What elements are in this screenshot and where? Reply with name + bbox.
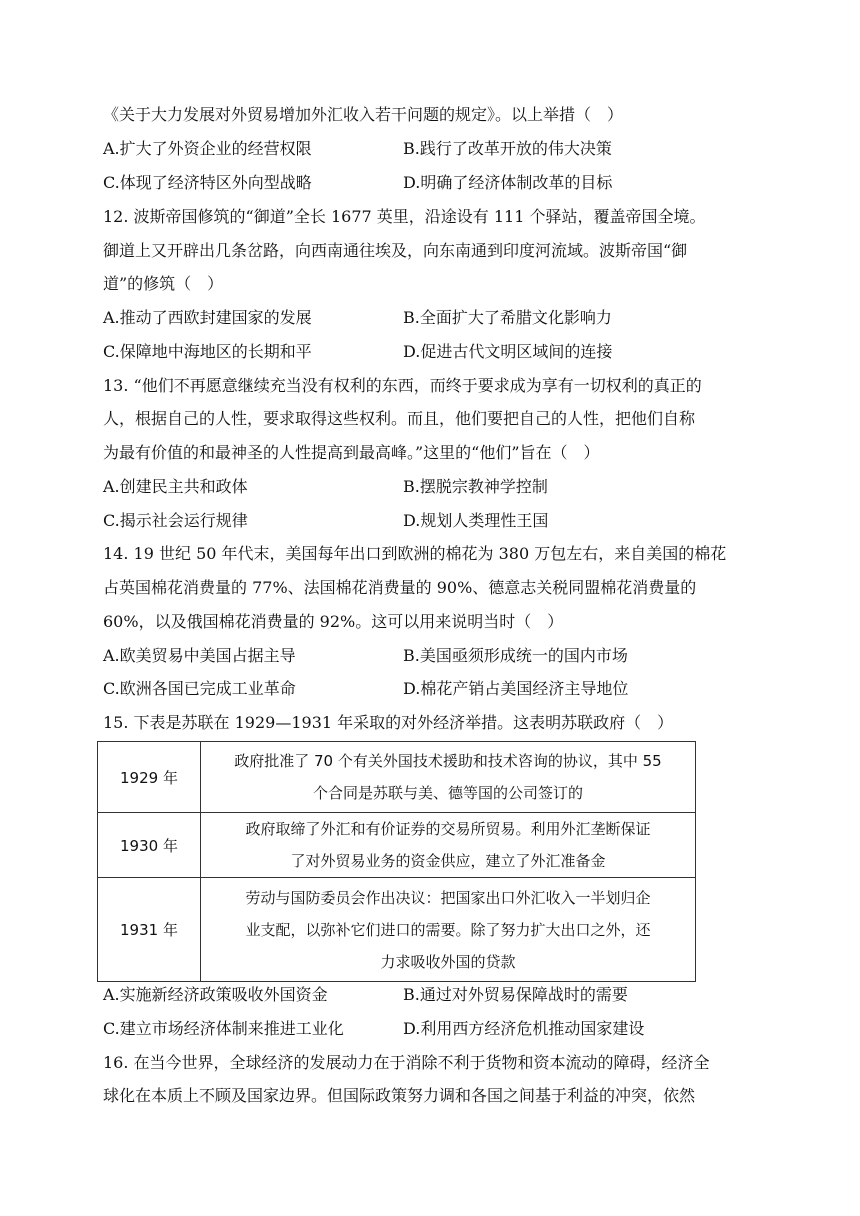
q13-stem-line-3: 为最有价值的和最神圣的人性提高到最高峰。”这里的“他们”旨在（ ） <box>103 443 600 462</box>
q11-option-b[interactable]: B.践行了改革开放的伟大决策 <box>403 139 612 158</box>
q11-option-d[interactable]: D.明确了经济体制改革的目标 <box>403 173 613 192</box>
q13-option-d[interactable]: D.规划人类理性王国 <box>403 511 549 530</box>
q11-option-a[interactable]: A.扩大了外资企业的经营权限 <box>103 139 312 158</box>
table-row <box>98 742 696 813</box>
table-cell-line: 了对外贸易业务的资金供应，建立了外汇准备金 <box>290 852 606 870</box>
q12-option-c[interactable]: C.保障地中海地区的长期和平 <box>103 342 312 361</box>
q14-option-a[interactable]: A.欧美贸易中美国占据主导 <box>103 646 296 665</box>
table-cell-line: 个合同是苏联与美、德等国的公司签订的 <box>312 784 583 802</box>
q14-stem-line-2: 占英国棉花消费量的 77%、法国棉花消费量的 90%、德意志关税同盟棉花消费量的 <box>103 578 697 597</box>
q12-option-d[interactable]: D.促进古代文明区域间的连接 <box>403 342 613 361</box>
q13-option-a[interactable]: A.创建民主共和政体 <box>103 477 248 496</box>
q15-option-a[interactable]: A.实施新经济政策吸收外国资金 <box>103 985 328 1004</box>
q14-option-c[interactable]: C.欧洲各国已完成工业革命 <box>103 679 296 698</box>
table-content-cell <box>201 813 696 878</box>
q16-stem-line-2: 球化在本质上不顾及国家边界。但国际政策努力调和各国之间基于利益的冲突，依然 <box>103 1086 696 1105</box>
table-cell-line: 政府取缔了外汇和有价证券的交易所贸易。利用外汇垄断保证 <box>245 820 651 838</box>
q13-option-b[interactable]: B.摆脱宗教神学控制 <box>403 477 548 496</box>
q12-option-b[interactable]: B.全面扩大了希腊文化影响力 <box>403 308 612 327</box>
q14-stem-line-3: 60%，以及俄国棉花消费量的 92%。这可以用来说明当时（ ） <box>103 612 564 631</box>
q12-option-a[interactable]: A.推动了西欧封建国家的发展 <box>103 308 312 327</box>
table-year-cell: 1930 年 <box>98 813 201 878</box>
q14-option-b[interactable]: B.美国亟须形成统一的国内市场 <box>403 646 628 665</box>
table-content-cell <box>201 742 696 813</box>
table-cell-line: 劳动与国防委员会作出决议：把国家出口外汇收入一半划归企 <box>245 888 651 907</box>
q15-option-d[interactable]: D.利用西方经济危机推动国家建设 <box>403 1019 645 1038</box>
q15-option-c[interactable]: C.建立市场经济体制来推进工业化 <box>103 1019 344 1038</box>
table-cell-line: 业支配，以弥补它们进口的需要。除了努力扩大出口之外，还 <box>245 920 651 939</box>
q15-stem: 15. 下表是苏联在 1929—1931 年采取的对外经济举措。这表明苏联政府（ ） <box>103 713 674 732</box>
q13-stem-line-1: 13. “他们不再愿意继续充当没有权利的东西，而终于要求成为享有一切权利的真正的 <box>103 376 702 395</box>
q11-option-c[interactable]: C.体现了经济特区外向型战略 <box>103 173 312 192</box>
q11-stem-tail: 《关于大力发展对外贸易增加外汇收入若干问题的规定》。以上举措（ ） <box>103 105 624 124</box>
q12-stem-line-2: 御道上又开辟出几条岔路，向西南通往埃及，向东南通到印度河流域。波斯帝国“御 <box>103 241 688 260</box>
q13-stem-line-2: 人，根据自己的人性，要求取得这些权利。而且，他们要把自己的人性，把他们自称 <box>103 409 696 428</box>
table-row <box>98 878 696 982</box>
table-cell-line: 政府批准了 70 个有关外国技术援助和技术咨询的协议，其中 55 <box>234 752 662 770</box>
q14-option-d[interactable]: D.棉花产销占美国经济主导地位 <box>403 679 629 698</box>
q12-stem-line-1: 12. 波斯帝国修筑的“御道”全长 1677 英里，沿途设有 111 个驿站，覆盖帝国全境。 <box>103 207 706 226</box>
table-year-cell: 1931 年 <box>98 878 201 982</box>
q14-stem-line-1: 14. 19 世纪 50 年代末，美国每年出口到欧洲的棉花为 380 万包左右，来自美国的棉花 <box>103 544 727 563</box>
table-year-cell: 1929 年 <box>98 742 201 813</box>
q16-stem-line-1: 16. 在当今世界，全球经济的发展动力在于消除不利于货物和资本流动的障碍，经济全 <box>103 1053 710 1072</box>
q12-stem-line-3: 道”的修筑（ ） <box>103 274 224 293</box>
q13-option-c[interactable]: C.揭示社会运行规律 <box>103 511 248 530</box>
table-cell-line: 力求吸收外国的贷款 <box>380 952 516 971</box>
table-content-cell <box>201 878 696 982</box>
table-row <box>98 813 696 878</box>
soviet-measures-table <box>97 741 696 982</box>
q15-option-b[interactable]: B.通过对外贸易保障战时的需要 <box>403 985 628 1004</box>
